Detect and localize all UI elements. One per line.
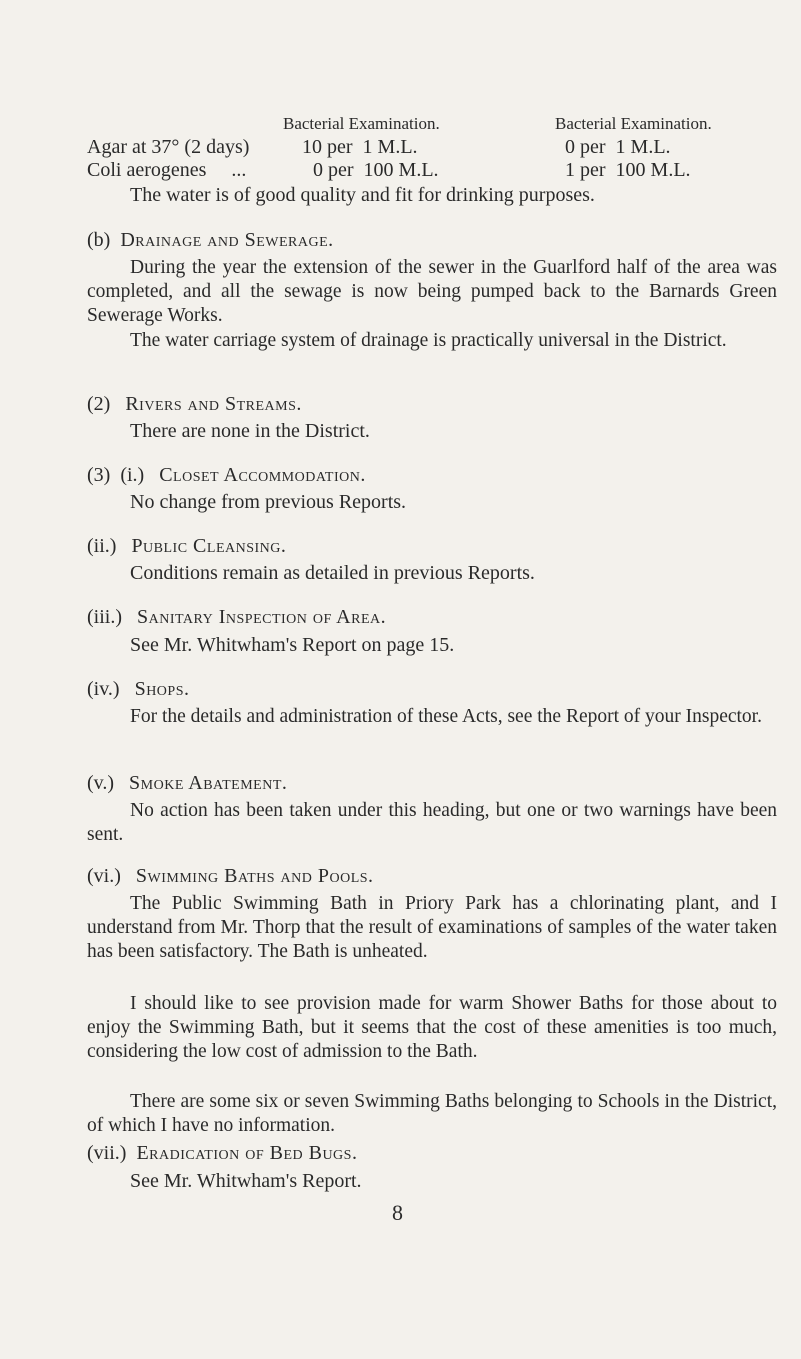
table-row-label: Agar at 37° (2 days) [87, 136, 250, 158]
rivers-body: There are none in the District. [130, 420, 370, 442]
section-title: Closet Accommodation. [159, 464, 366, 486]
water-quality-conclusion: The water is of good quality and fit for drinking purposes. [130, 184, 595, 206]
section-title: Swimming Baths and Pools. [135, 865, 374, 887]
table-row-value: 0 per 1 M.L. [565, 136, 671, 158]
swimming-paragraph-1: The Public Swimming Bath in Priory Park has a chlorinating plant, and I understand from Mr. Thorp that the result of examinations of samples of the water taken has been satisfactory. The Bath is unheated. [87, 893, 777, 962]
section-number: (vii.) [87, 1142, 127, 1164]
section-title: Smoke Abatement. [129, 772, 288, 794]
table-row-label: Coli aerogenes ... [87, 159, 247, 181]
section-heading-shops [87, 678, 190, 701]
smoke-body: No action has been taken under this heading, but one or two warnings have been sent. [87, 800, 777, 845]
section-title: Eradication of Bed Bugs. [136, 1142, 358, 1164]
section-heading-smoke [87, 772, 287, 795]
section-number: (3) [87, 464, 111, 486]
table-row-value: 10 per 1 M.L. [302, 136, 418, 158]
section-title: Rivers and Streams. [125, 393, 302, 415]
section-title: Sanitary Inspection of Area. [137, 606, 387, 628]
page-number: 8 [392, 1200, 403, 1225]
sanitary-body: See Mr. Whitwham's Report on page 15. [130, 634, 455, 656]
section-number: (iii.) [87, 606, 122, 628]
drainage-paragraph-1: During the year the extension of the sewer in the Guarlford half of the area was completed, and all the sewage is now being pumped back to the Barnards Green Sewerage Works. [87, 257, 777, 326]
closet-body: No change from previous Reports. [130, 491, 407, 513]
section-title: Shops. [134, 678, 190, 700]
section-subnumber: (i.) [120, 464, 145, 486]
table-row-value: 1 per 100 M.L. [565, 159, 691, 181]
section-title: Drainage and Sewerage. [120, 229, 334, 251]
section-number: (vi.) [87, 865, 121, 887]
section-heading-drainage [87, 229, 334, 252]
section-heading-rivers [87, 393, 302, 416]
drainage-paragraph-2: The water carriage system of drainage is practically universal in the District. [130, 330, 727, 351]
section-number: (iv.) [87, 678, 120, 700]
shops-body: For the details and administration of these Acts, see the Report of your Inspector. [130, 706, 762, 727]
swimming-paragraph-2: I should like to see provision made for warm Shower Baths for those about to enjoy the Swimming Bath, but it seems that the cost of these amenities is too much, considering the low cost of admission to the Bath. [87, 993, 777, 1062]
swimming-paragraph-3: There are some six or seven Swimming Baths belonging to Schools in the District, of which I have no information. [87, 1091, 777, 1136]
section-heading-closet [87, 464, 366, 487]
section-number: (2) [87, 393, 111, 415]
table-col1-header: Bacterial Examination. [283, 114, 440, 133]
section-heading-bedbugs [87, 1142, 357, 1165]
section-heading-cleansing [87, 535, 286, 558]
bedbugs-body: See Mr. Whitwham's Report. [130, 1170, 362, 1192]
section-heading-sanitary [87, 606, 386, 629]
table-col2-header: Bacterial Examination. [555, 114, 712, 133]
section-number: (v.) [87, 772, 115, 794]
section-heading-swimming [87, 865, 374, 888]
cleansing-body: Conditions remain as detailed in previous Reports. [130, 562, 535, 584]
section-number: (b) [87, 229, 111, 251]
section-number: (ii.) [87, 535, 117, 557]
table-row-value: 0 per 100 M.L. [313, 159, 439, 181]
section-title: Public Cleansing. [131, 535, 287, 557]
